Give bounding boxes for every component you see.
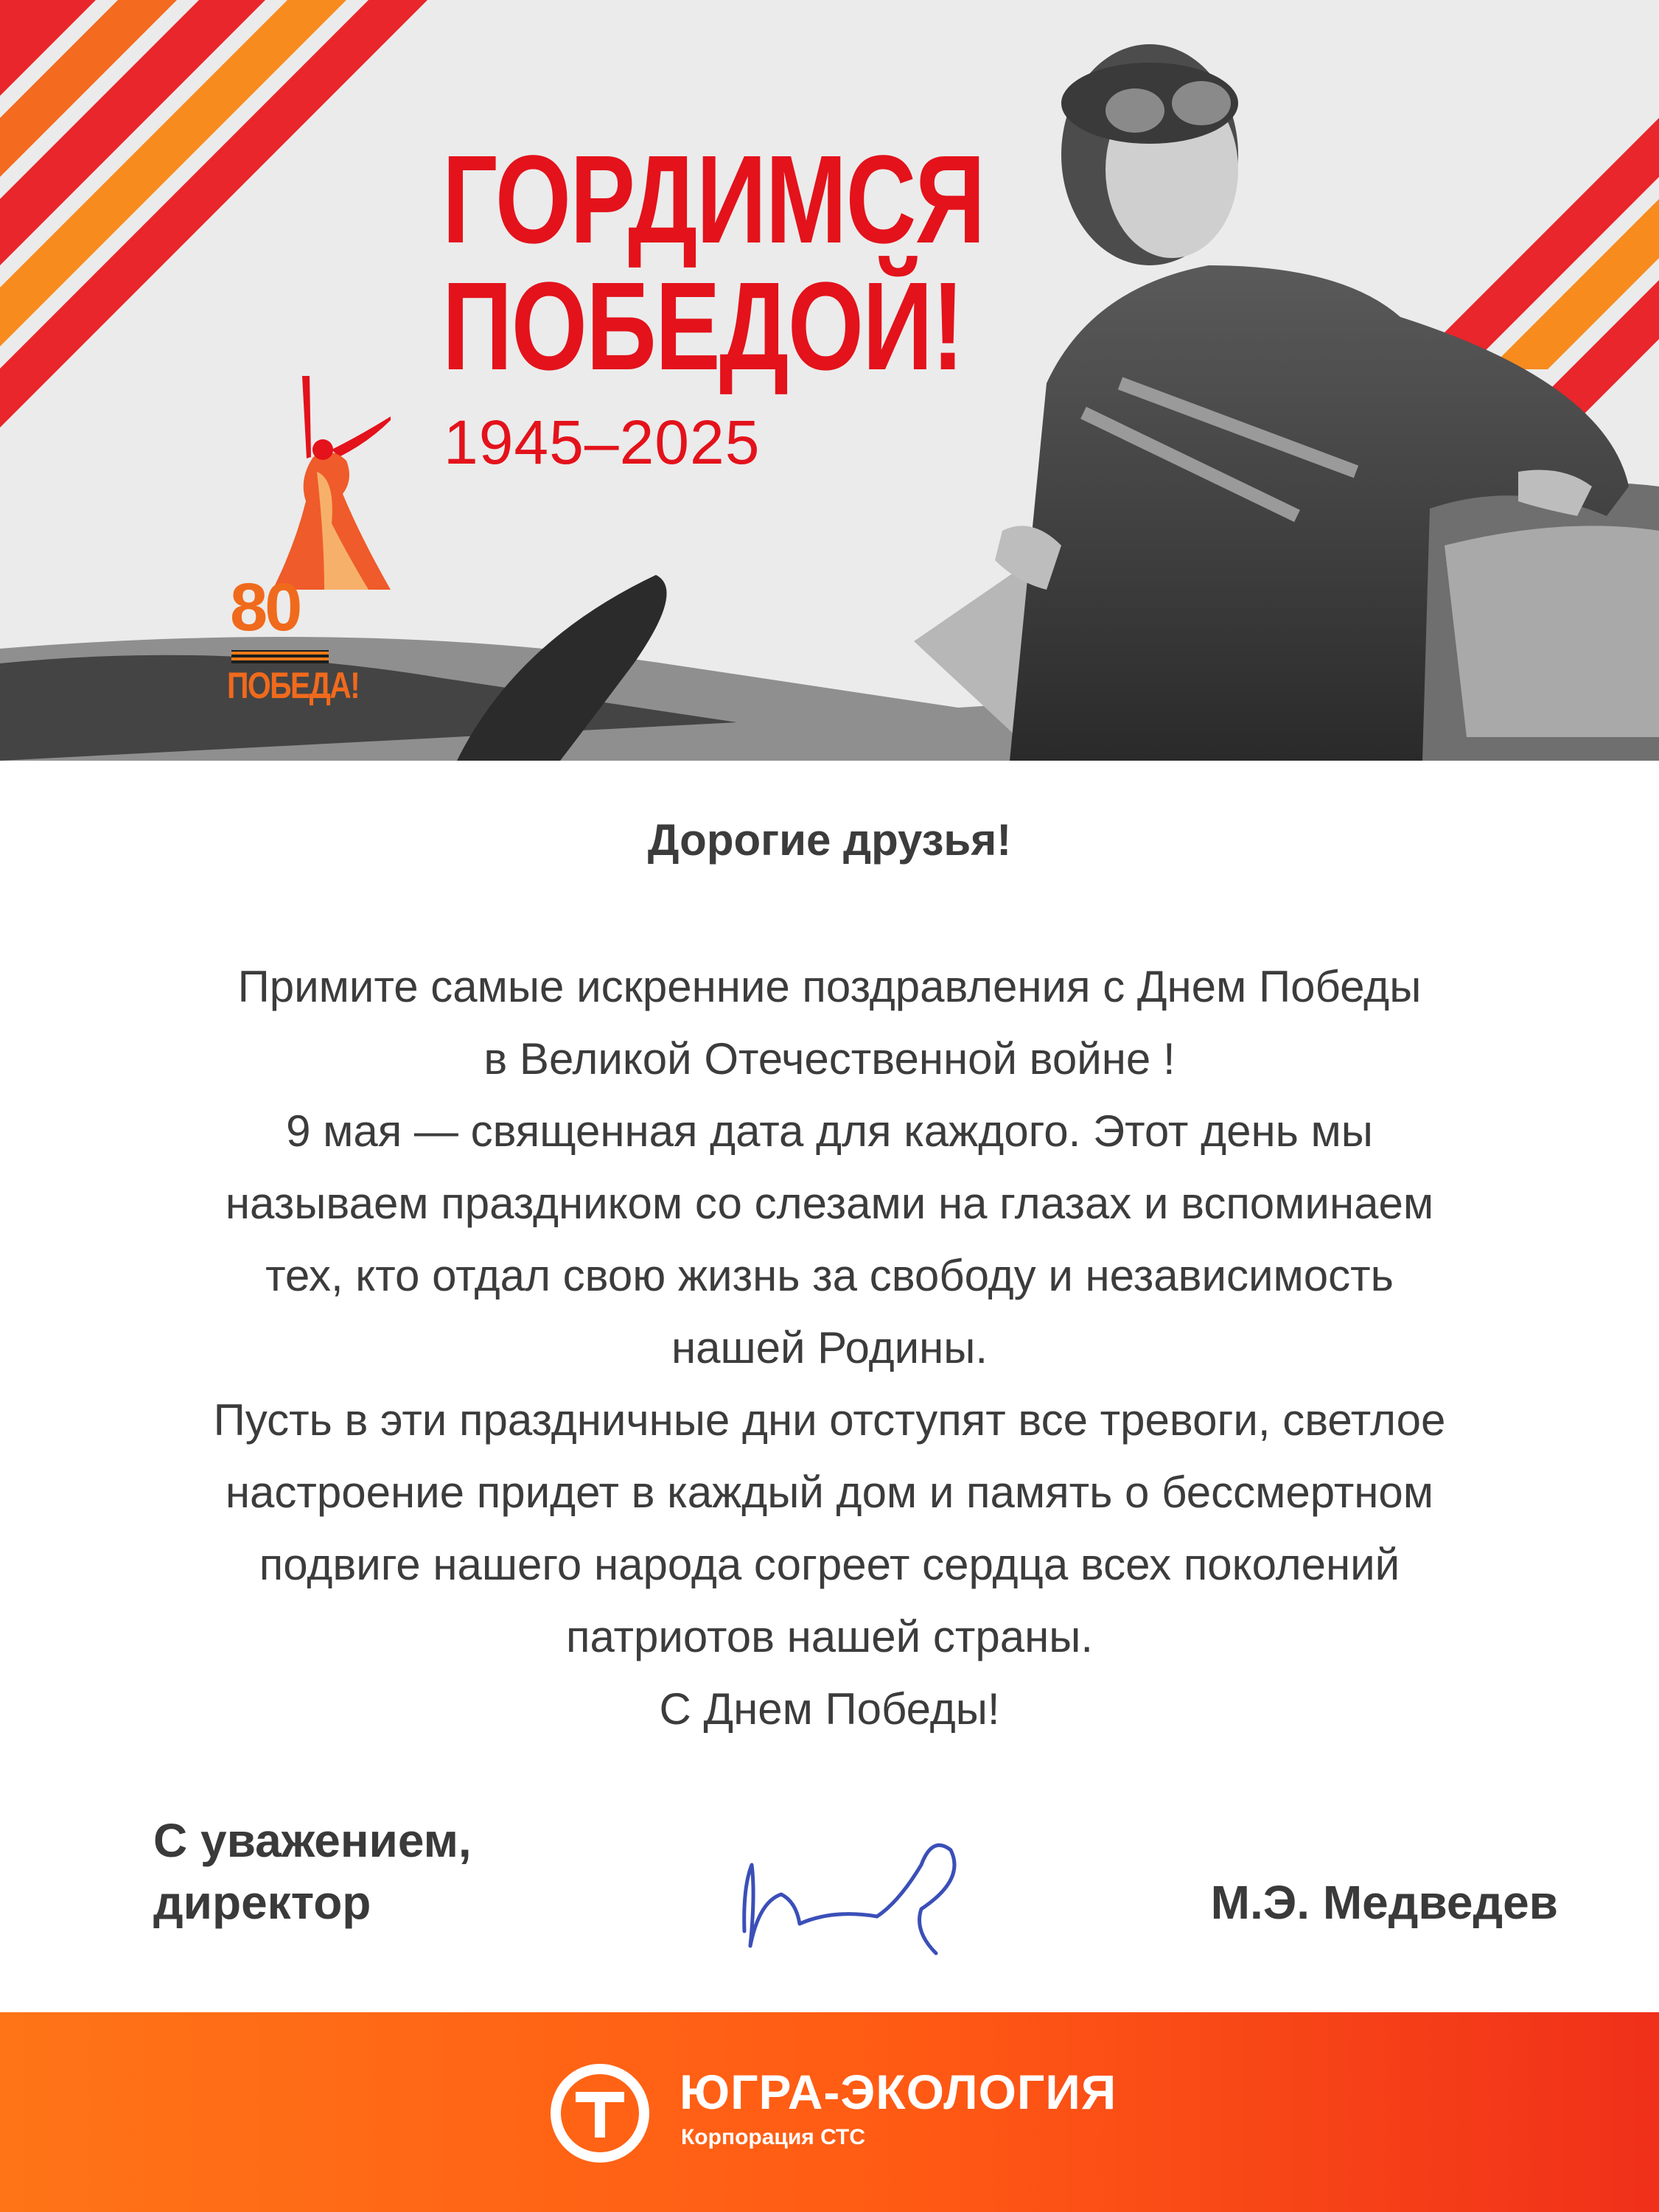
body-line: называем праздником со слезами на глазах и вспоминаем xyxy=(225,1179,1434,1228)
headline-line-2: ПОБЕДОЙ! xyxy=(442,257,963,397)
body-line: настроение придет в каждый дом и память о бессмертном xyxy=(225,1468,1434,1517)
greeting: Дорогие друзья! xyxy=(647,815,1012,865)
victory-80-emblem xyxy=(221,376,398,715)
letter-body xyxy=(0,951,1659,1745)
left-stripes xyxy=(0,0,427,428)
company-name: ЮГРА-ЭКОЛОГИЯ xyxy=(680,2065,1117,2119)
handwritten-signature xyxy=(730,1821,973,1961)
emblem-number: 80 xyxy=(230,570,300,645)
body-line: в Великой Отечественной войне ! xyxy=(483,1034,1176,1084)
director-name: М.Э. Медведев xyxy=(1210,1876,1558,1929)
company-logo-icon xyxy=(549,2062,651,2164)
anniversary-years: 1945–2025 xyxy=(444,408,761,477)
headline xyxy=(442,130,985,397)
body-line: патриотов нашей страны. xyxy=(565,1612,1094,1661)
closing-line-1: С уважением, xyxy=(153,1814,472,1867)
footer-bar xyxy=(0,2012,1659,2212)
body-line: подвиге нашего народа согреет сердца всех поколений xyxy=(259,1540,1400,1589)
body-line: С Днем Победы! xyxy=(659,1684,1000,1734)
closing-line-2: директор xyxy=(153,1876,371,1929)
body-line: Пусть в эти праздничные дни отступят все тревоги, светлое xyxy=(213,1395,1446,1445)
body-line: нашей Родины. xyxy=(671,1323,988,1372)
body-line: 9 мая — священная дата для каждого. Этот день мы xyxy=(286,1106,1373,1156)
body-line: Примите самые искренние поздравления с Днем Победы xyxy=(237,962,1422,1011)
st-george-ribbon xyxy=(231,650,329,663)
body-line: тех, кто отдал свою жизнь за свободу и независимость xyxy=(265,1251,1394,1300)
emblem-text: ПОБЕДА! xyxy=(227,665,360,706)
closing-block xyxy=(153,1810,472,1933)
hero-banner xyxy=(0,0,1659,761)
headline-line-1: ГОРДИМСЯ xyxy=(442,130,985,270)
letter-content xyxy=(0,811,1659,1745)
company-subtitle: Корпорация СТС xyxy=(681,2125,866,2149)
motherland-statue-icon xyxy=(243,376,420,597)
